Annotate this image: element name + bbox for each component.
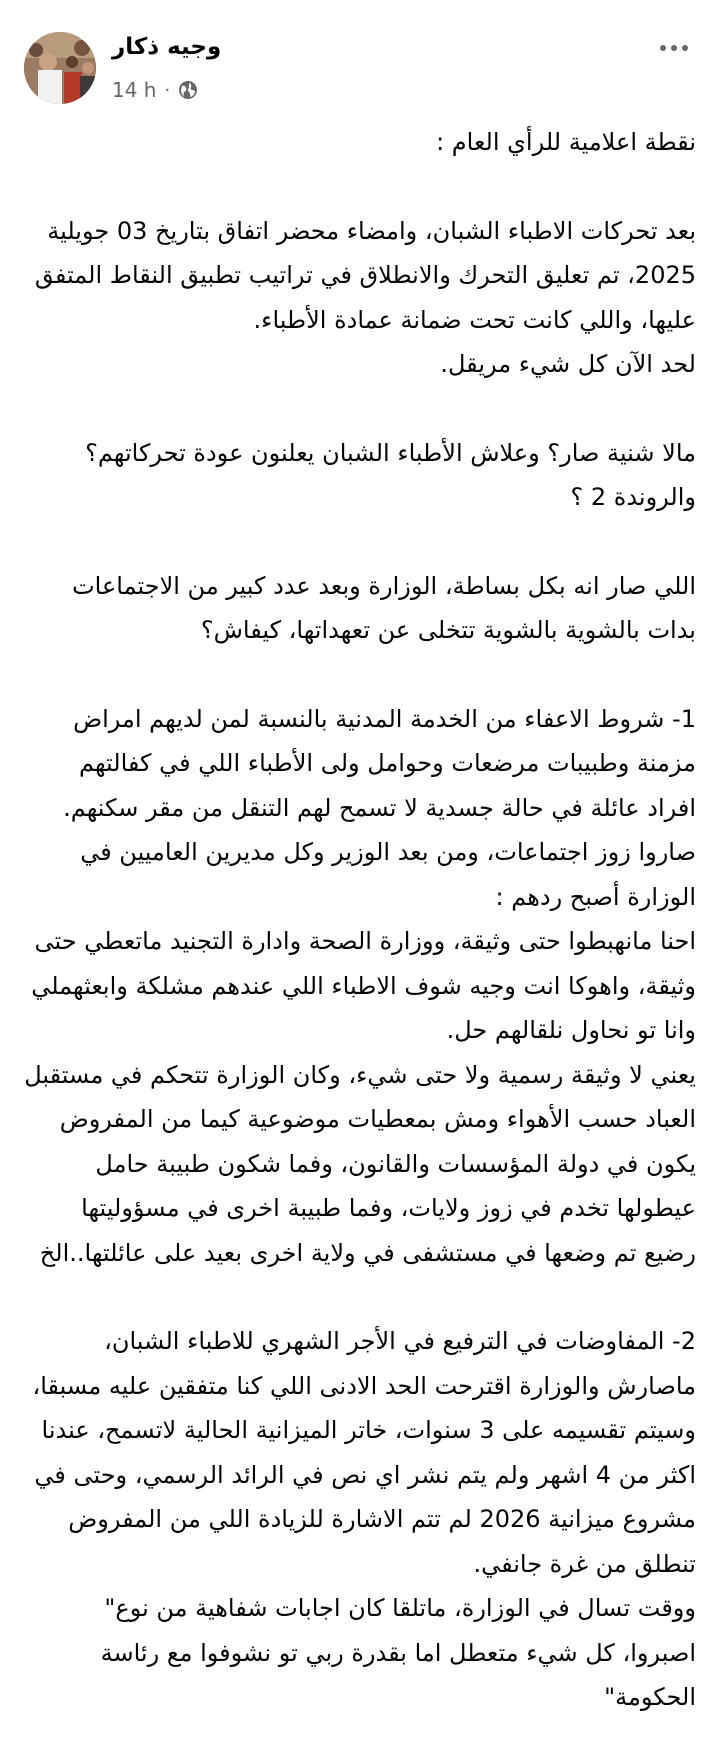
- paragraph-ministry-answer: ووقت تسال في الوزارة، ماتلقا كان اجابات شفاهية من نوع" اصبروا، كل شيء متعطل اما بقدرة ربي تو نشوفوا مع رئاسة الحكومة": [100, 1594, 696, 1711]
- more-options-button[interactable]: [652, 36, 696, 60]
- post-body: [24, 120, 696, 1720]
- paragraph-point-2: 2- المفاوضات في الترفيع في الأجر الشهري للاطباء الشبان، ماصارش والوزارة اقترحت الحد الادنى اللي كنا متفقين عليه مسبقا، وسيتم تقسيمه على 3 سنوات، خاتر الميزانية الحالية لاتسمح، عندنا اكثر من 4 اشهر ولم يتم نشر اي نص في الرائد الرسمي، وحتى في مشروع ميزانية 2026 لم تتم الاشارة للزيادة اللي من المفروض تنطلق من غرة جانفي.: [32, 1327, 696, 1578]
- meta-separator: ·: [164, 79, 171, 101]
- post-heading: نقطة اعلامية للرأي العام :: [436, 128, 696, 156]
- author-avatar[interactable]: [24, 32, 96, 104]
- paragraph-question: مالا شنية صار؟ وعلاش الأطباء الشبان يعلنون عودة تحركاتهم؟ والروندة 2 ؟: [85, 438, 696, 511]
- post-meta: [112, 78, 198, 102]
- more-horizontal-icon: [682, 45, 688, 51]
- more-horizontal-icon: [671, 45, 677, 51]
- paragraph-consequences: يعني لا وثيقة رسمية ولا حتى شيء، وكان الوزارة تتحكم في مستقبل العباد حسب الأهواء ومش بمعطيات موضوعية كيما من المفروض يكون في دولة المؤسسات والقانون، وفما شكون طبيبة حامل عيطولها تخدم في زوز ولايات، وفما طبيبة اخرى في مسؤوليتها رضيع تم وضعها في مستشفى في ولاية اخرى بعيد على عائلتها..الخ: [24, 1060, 696, 1267]
- paragraph-meetings: صاروا زوز اجتماعات، ومن بعد الوزير وكل مديرين العاميين في الوزارة أصبح ردهم :: [80, 838, 696, 911]
- paragraph-explanation: اللي صار انه بكل بساطة، الوزارة وبعد عدد كبير من الاجتماعات بدات بالشوية بالشوية تتخلى عن تعهداتها، كيفاش؟: [72, 571, 696, 644]
- post-header: [0, 0, 720, 120]
- paragraph-status: لحد الآن كل شيء مريقل.: [440, 350, 696, 378]
- avatar-photo: [24, 32, 96, 104]
- globe-icon[interactable]: [178, 80, 198, 100]
- paragraph-point-1: 1- شروط الاعفاء من الخدمة المدنية بالنسبة لمن لديهم امراض مزمنة وطبيبات مرضعات وحوامل ولى الأطباء اللي في كفالتهم افراد عائلة في حالة جسدية لا تسمح لهم التنقل من مقر سكنهم.: [63, 704, 696, 822]
- paragraph-agreement: بعد تحركات الاطباء الشبان، وامضاء محضر اتفاق بتاريخ 03 جويلية 2025، تم تعليق التحرك والانطلاق في تراتيب تطبيق النقاط المتفق عليها، واللي كانت تحت ضمانة عمادة الأطباء.: [34, 216, 696, 334]
- paragraph-ministry-reply: احنا مانهبطوا حتى وثيقة، ووزارة الصحة وادارة التجنيد ماتعطي حتى وثيقة، واهوكا انت وجيه شوف الاطباء اللي عندهم مشلكة وابعثهملي وانا تو نحاول نلقالهم حل.: [31, 927, 696, 1044]
- more-horizontal-icon: [660, 45, 666, 51]
- post-timestamp[interactable]: 14 h: [112, 78, 157, 102]
- author-name[interactable]: وجيه ذكار: [112, 34, 222, 60]
